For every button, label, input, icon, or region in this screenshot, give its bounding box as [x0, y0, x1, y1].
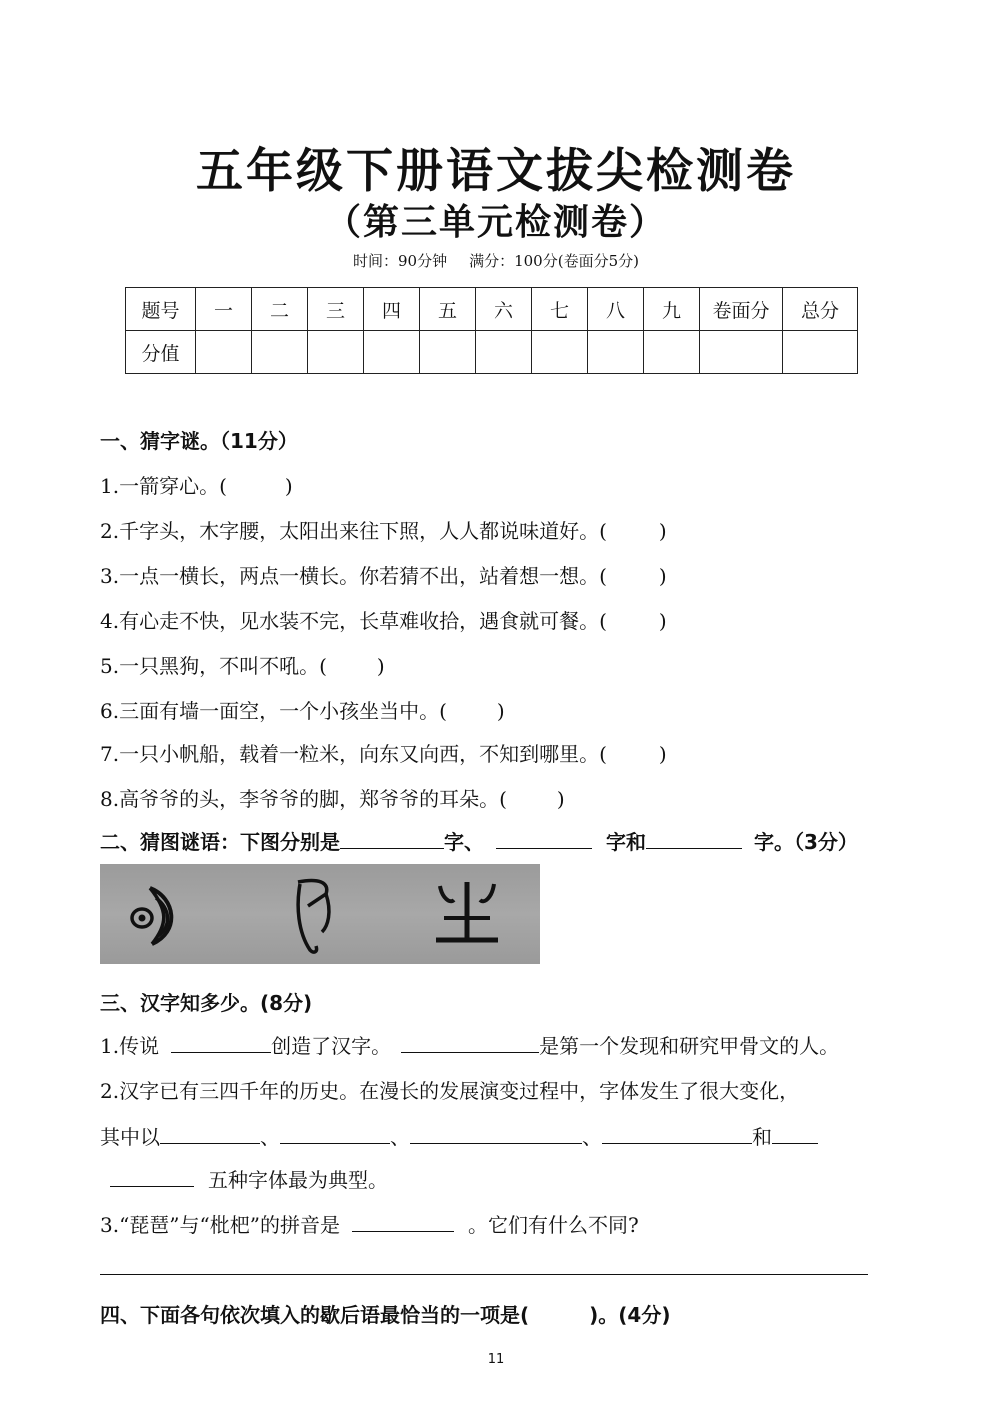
section-1-heading: 一、猜字谜。（11分） — [100, 429, 298, 453]
close-paren: ) — [284, 474, 293, 498]
question-text: 。它们有什么不同? — [467, 1213, 639, 1237]
separator: 、 — [582, 1125, 602, 1149]
score-entry-cell[interactable] — [476, 331, 532, 374]
answer-blank[interactable] — [410, 1123, 582, 1144]
riddle-text: 6.三面有墙一面空，一个小孩坐当中。( — [100, 699, 447, 723]
riddle-text: 1.一箭穿心。( — [100, 474, 227, 498]
score-table-cell: 五 — [420, 288, 476, 331]
answer-blank[interactable] — [772, 1123, 818, 1144]
close-paren: ) — [658, 609, 667, 633]
question-text: 五种字体最为典型。 — [208, 1168, 388, 1192]
section-2-heading — [100, 826, 858, 855]
score-entry-cell[interactable] — [364, 331, 420, 374]
score-table — [125, 287, 858, 374]
score-entry-cell[interactable] — [420, 331, 476, 374]
riddle-item-2 — [100, 515, 667, 544]
question-text: 是第一个发现和研究甲骨文的人。 — [539, 1034, 840, 1058]
score-table-cell: 题号 — [126, 288, 196, 331]
score-table-cell: 总分 — [783, 288, 858, 331]
riddle-text: 3.一点一横长，两点一横长。你若猜不出，站着想一想。( — [100, 564, 607, 588]
answer-blank[interactable] — [340, 828, 444, 849]
close-paren: ) — [658, 564, 667, 588]
score-table-cell: 分值 — [126, 331, 196, 374]
ancient-script-picture — [100, 864, 540, 964]
answer-blank[interactable] — [171, 1032, 271, 1053]
riddle-item-1 — [100, 470, 293, 499]
riddle-item-8 — [100, 783, 565, 812]
close-paren: ) — [496, 699, 505, 723]
riddle-item-3 — [100, 560, 667, 589]
question-text: 1.传说 — [100, 1034, 160, 1058]
close-paren: ) — [556, 787, 565, 811]
riddle-text: 5.一只黑狗，不叫不吼。( — [100, 654, 327, 678]
oracle-sit-glyph — [432, 878, 502, 952]
close-paren: ) — [376, 654, 385, 678]
riddle-item-6 — [100, 695, 505, 724]
page-number: 11 — [487, 1352, 505, 1367]
exam-meta — [0, 250, 992, 271]
section-2-text: 字和 — [606, 830, 646, 854]
separator: 、 — [260, 1125, 280, 1149]
score-entry-cell[interactable] — [308, 331, 364, 374]
score-table-value-row — [126, 331, 858, 374]
score-table-cell: 卷面分 — [700, 288, 783, 331]
close-paren: ) — [658, 742, 667, 766]
riddle-text: 8.高爷爷的头，李爷爷的脚，郑爷爷的耳朵。( — [100, 787, 507, 811]
riddle-item-5 — [100, 650, 385, 679]
score-table-cell: 四 — [364, 288, 420, 331]
question-3-2-line-2 — [100, 1121, 818, 1150]
riddle-text: 4.有心走不快，见水装不完，长草难收拾，遇食就可餐。( — [100, 609, 607, 633]
answer-blank[interactable] — [496, 828, 592, 849]
score-table-cell: 一 — [196, 288, 252, 331]
score-entry-cell[interactable] — [588, 331, 644, 374]
score-entry-cell[interactable] — [644, 331, 700, 374]
question-3-3 — [100, 1209, 639, 1238]
score-table-cell: 六 — [476, 288, 532, 331]
answer-blank[interactable] — [352, 1211, 454, 1232]
score-entry-cell[interactable] — [783, 331, 858, 374]
section-3-heading: 三、汉字知多少。(8分) — [100, 991, 313, 1015]
answer-blank[interactable] — [401, 1032, 539, 1053]
score-entry-cell[interactable] — [196, 331, 252, 374]
score-entry-cell[interactable] — [532, 331, 588, 374]
exam-subtitle: （第三单元检测卷） — [324, 202, 667, 243]
score-table-cell: 九 — [644, 288, 700, 331]
riddle-text: 7.一只小帆船，载着一粒米，向东又向西，不知到哪里。( — [100, 742, 607, 766]
question-text: 创造了汉字。 — [271, 1034, 392, 1058]
answer-blank[interactable] — [110, 1166, 194, 1187]
close-paren: ) — [658, 519, 667, 543]
score-table-cell: 八 — [588, 288, 644, 331]
exam-title: 五年级下册语文拔尖检测卷 — [196, 144, 796, 199]
score-table-header-row — [126, 288, 858, 331]
question-3-2-line-1: 2.汉字已有三四千年的历史。在漫长的发展演变过程中，字体发生了很大变化， — [100, 1079, 800, 1103]
question-3-1 — [100, 1030, 839, 1059]
question-3-2-line-3 — [100, 1164, 388, 1193]
question-text: 和 — [752, 1125, 772, 1149]
oracle-ear-glyph — [288, 876, 338, 956]
separator: 、 — [390, 1125, 410, 1149]
question-text: 3.“琵琶”与“枇杷”的拼音是 — [100, 1213, 340, 1237]
section-2-text: 字。（3分） — [754, 830, 858, 854]
riddle-text: 2.千字头，木字腰，太阳出来往下照，人人都说味道好。( — [100, 519, 607, 543]
score-table-cell: 三 — [308, 288, 364, 331]
section-4-text: )。(4分) — [589, 1303, 671, 1327]
oracle-moon-glyph — [128, 880, 188, 950]
score-table-cell: 二 — [252, 288, 308, 331]
score-entry-cell[interactable] — [700, 331, 783, 374]
answer-line[interactable] — [100, 1274, 868, 1275]
riddle-item-7 — [100, 738, 667, 767]
score-entry-cell[interactable] — [252, 331, 308, 374]
riddle-item-4 — [100, 605, 667, 634]
section-2-text: 二、猜图谜语：下图分别是 — [100, 830, 340, 854]
time-limit: 时间：90分钟 — [353, 252, 448, 270]
answer-blank[interactable] — [646, 828, 742, 849]
section-4-text: 四、下面各句依次填入的歇后语最恰当的一项是( — [100, 1303, 530, 1327]
answer-blank[interactable] — [602, 1123, 752, 1144]
answer-blank[interactable] — [280, 1123, 390, 1144]
question-text: 其中以 — [100, 1125, 160, 1149]
answer-blank[interactable] — [160, 1123, 260, 1144]
full-score: 满分：100分(卷面分5分) — [469, 252, 639, 270]
score-table-cell: 七 — [532, 288, 588, 331]
section-2-text: 字、 — [444, 830, 484, 854]
section-4-heading — [100, 1299, 670, 1328]
